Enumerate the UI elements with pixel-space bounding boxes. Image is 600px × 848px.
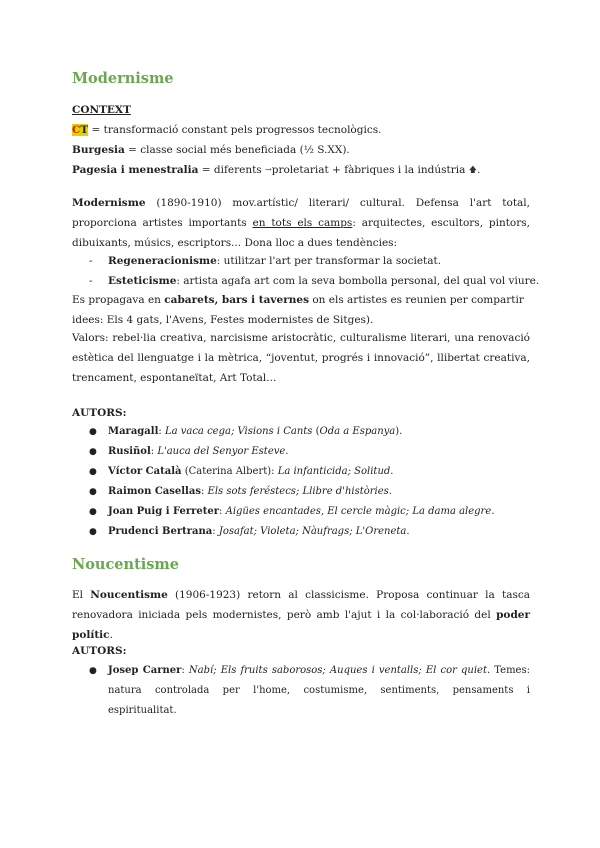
propagava-text-b: on els artistes es reunien per compartir idees: Els 4 gats, l'Avens, Festes modernistes de Sitges).: [72, 294, 524, 326]
up-arrow-icon: 🡅: [468, 165, 477, 174]
author-end: .: [285, 446, 289, 457]
pagesia-end: .: [476, 164, 481, 176]
author-works: L'auca del Senyor Esteve: [157, 446, 286, 457]
valors-paragraph: Valors: rebel·lia creativa, narcisisme aristocràtic, culturalisme literari, una renovació estètica del llenguatge i la mètrica, “joventut, progrés i innovació”, llibertat creativa, trencament, espontaneïtat, Art Total...: [72, 332, 530, 384]
pagesia-text-a: = diferents: [198, 164, 266, 176]
context-heading: CONTEXT: [72, 104, 131, 116]
author-name: Maragall: [108, 426, 159, 437]
bullet-icon: ●: [89, 507, 97, 517]
author-sep: :: [219, 506, 226, 517]
nouc-intro-bold-a: Noucentisme: [90, 589, 168, 601]
author-name: Josep Carner: [108, 665, 182, 676]
autors-list-wrap: [72, 422, 530, 542]
burgesia-line: [72, 140, 530, 160]
bullet-icon: ●: [89, 666, 97, 676]
tendency-label: Regeneracionisme: [108, 255, 217, 267]
autors-list: [72, 422, 530, 542]
list-item: [72, 462, 530, 482]
tendency-label: Esteticisme: [108, 275, 177, 287]
author-end: .: [406, 526, 410, 537]
author-sep: :: [158, 426, 165, 437]
modernisme-intro-text-a: (1890-1910) mov.artístic/ literari/ cultural. Defensa l'art total, proporciona artistes importants: [72, 197, 530, 229]
author-works: Josafat; Violeta; Nàufrags; L'Oreneta: [218, 526, 407, 537]
bullet-icon: ●: [89, 527, 97, 537]
tendencies-list-wrap: [72, 251, 540, 291]
author-sep: :: [181, 665, 189, 676]
author-text: Temes: natura controlada per l'home, costumisme, sentiments, pensaments i espiritualitat.: [108, 665, 530, 716]
author-end: .: [491, 506, 495, 517]
author-extra: (: [312, 426, 320, 437]
list-item: [72, 502, 530, 522]
author-name: Rusiñol: [108, 446, 151, 457]
author-end: .: [388, 486, 392, 497]
tendency-text: : artista agafa art com la seva bombolla personal, del qual vol viure.: [176, 275, 540, 287]
list-item: [72, 422, 530, 442]
nouc-autors-heading: AUTORS:: [72, 645, 127, 657]
context-block: [72, 100, 530, 180]
nouc-intro-text-c: .: [109, 629, 113, 641]
author-sep: (Caterina Albert):: [181, 466, 278, 477]
author-sep: :: [212, 526, 219, 537]
author-sep: :: [150, 446, 158, 457]
list-item: [72, 482, 530, 502]
autors-heading: AUTORS:: [72, 407, 127, 419]
list-item: [72, 271, 540, 291]
modernisme-intro-underlined: en tots els camps: [252, 217, 353, 229]
propagava-paragraph: [72, 290, 530, 330]
list-item: [72, 522, 530, 542]
list-item: [72, 661, 530, 721]
author-end: ).: [395, 426, 403, 437]
modernisme-intro-label: Modernisme: [72, 197, 146, 209]
ct-text: = transformació constant pels progressos tecnològics.: [88, 124, 382, 136]
modernisme-intro-text-b: : arquitectes, escultors, pintors, dibuixants, músics, escriptors... Dona lloc a dues tendències:: [72, 217, 530, 249]
tendencies-list: [72, 251, 540, 291]
nouc-intro-bold-b: poder polític: [72, 609, 530, 641]
dash-marker: -: [89, 255, 93, 267]
propagava-text-a: Es propagava en: [72, 294, 165, 306]
author-name: Víctor Català: [108, 466, 182, 477]
tendency-text: : utilitzar l'art per transformar la societat.: [216, 255, 442, 267]
dash-marker: -: [89, 275, 93, 287]
section-title-modernisme: Modernisme: [72, 70, 174, 87]
modernisme-intro: [72, 193, 530, 253]
ct-line: [72, 120, 530, 140]
propagava-bold: cabarets, bars i tavernes: [164, 294, 309, 306]
author-works: La vaca cega; Visions i Cants: [164, 426, 313, 437]
author-works: Nabí; Els fruits saborosos; Auques i ventalls; El cor quiet.: [188, 665, 491, 676]
ct-highlight-red: C: [72, 124, 81, 136]
bullet-icon: ●: [89, 427, 97, 437]
pagesia-label: Pagesia i menestralia: [72, 164, 199, 176]
author-works: La infanticida; Solitud: [277, 466, 391, 477]
list-item: [72, 442, 530, 462]
bullet-icon: ●: [89, 447, 97, 457]
ct-highlight: T: [80, 124, 89, 136]
author-end: .: [390, 466, 394, 477]
author-works: Els sots feréstecs; Llibre d'històries: [207, 486, 389, 497]
author-name: Raimon Casellas: [108, 486, 201, 497]
burgesia-label: Burgesia: [72, 144, 125, 156]
author-extra-italic: Oda a Espanya: [319, 426, 396, 437]
author-name: Joan Puig i Ferreter: [108, 506, 220, 517]
pagesia-text-b: proletariat + fàbriques i la indústria: [271, 164, 469, 176]
burgesia-text: = classe social més beneficiada (½ S.XX).: [124, 144, 350, 156]
nouc-intro-text-a: El: [72, 589, 91, 601]
bullet-icon: ●: [89, 487, 97, 497]
noucentisme-intro: [72, 585, 530, 645]
author-works: Aigües encantades, El cercle màgic; La dama alegre: [225, 506, 492, 517]
pagesia-line: [72, 160, 530, 180]
section-title-noucentisme: Noucentisme: [72, 556, 180, 573]
nouc-intro-text-b: (1906-1923) retorn al classicisme. Proposa continuar la tasca renovadora iniciada pels modernistes, però amb l'ajut i la col·laboració del: [72, 589, 530, 621]
nouc-autors-list-wrap: [72, 661, 530, 721]
list-item: [72, 251, 530, 271]
bullet-icon: ●: [89, 467, 97, 477]
nouc-autors-list: [72, 661, 530, 721]
author-sep: :: [200, 486, 208, 497]
author-name: Prudenci Bertrana: [108, 526, 213, 537]
right-arrow-icon: →: [265, 165, 272, 174]
